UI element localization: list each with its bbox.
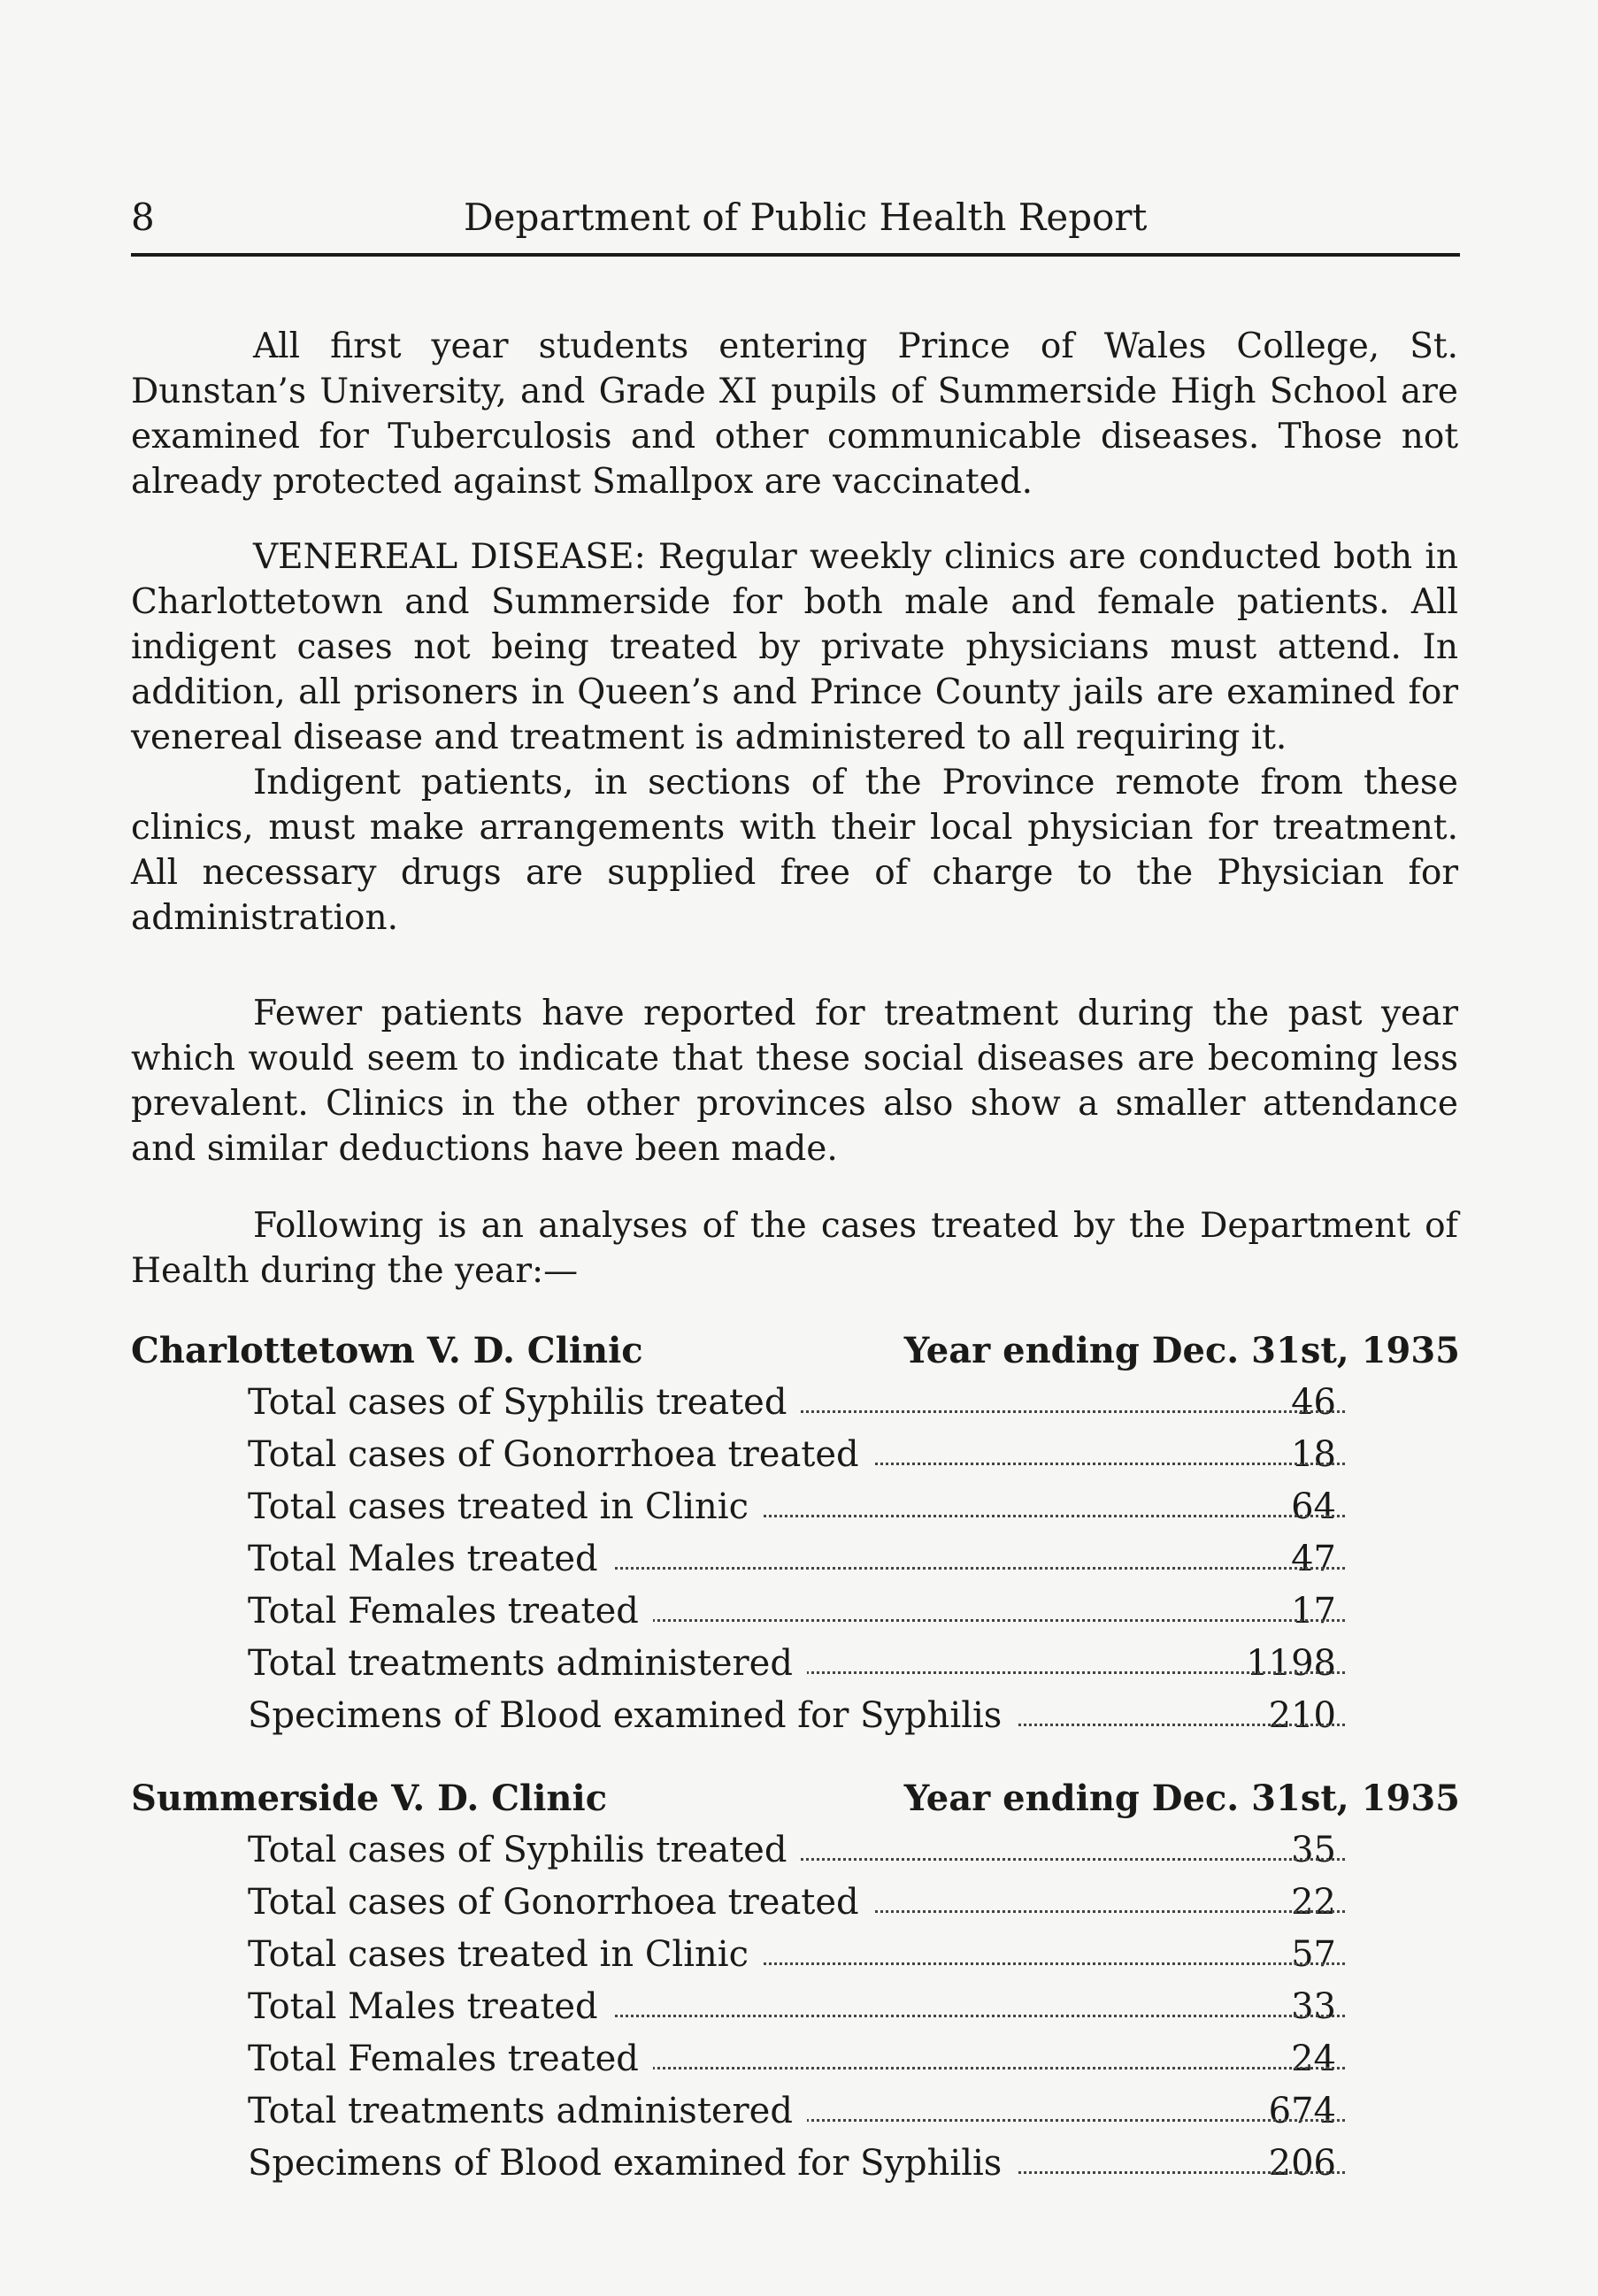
paragraph-text: Following is an analyses of the cases treated by the Department of Health during the year:— — [131, 1206, 1458, 1291]
paragraph-text: Indigent patients, in sections of the Province remote from these clinics, must make arrangements with their local physician for treatment. All necessary drugs are supplied free of charge to the Physician for administration. — [131, 763, 1458, 938]
stat-label: Total cases treated in Clinic — [248, 1481, 763, 1533]
stat-value: 35 — [1291, 1830, 1336, 1870]
stat-label: Total Males treated — [248, 1533, 612, 1586]
paragraph-text: All first year students entering Prince of Wales College, St. Dunstan’s University, and Grade XI pupils of Summerside High School are examined for Tuberculosis and other communicable diseases. Those not already protected against Smallpox are vaccinated. — [131, 326, 1458, 502]
stat-label: Total Females treated — [248, 2033, 653, 2085]
stat-value: 64 — [1291, 1486, 1336, 1527]
stat-value: 46 — [1291, 1382, 1336, 1423]
stat-label: Total cases of Gonorrhoea treated — [248, 1877, 873, 1929]
stat-value: 33 — [1291, 1986, 1336, 2027]
clinic-section-charlottetown — [131, 1325, 1460, 1742]
stat-row — [131, 2033, 1460, 2085]
stat-value: 24 — [1291, 2039, 1336, 2079]
stat-label: Specimens of Blood examined for Syphilis — [248, 1690, 1016, 1742]
stat-row — [131, 2138, 1460, 2190]
stat-row — [131, 1929, 1460, 1981]
stat-value: 22 — [1291, 1882, 1336, 1923]
stat-value: 47 — [1291, 1539, 1336, 1579]
stat-row — [131, 1586, 1460, 1638]
stat-value: 17 — [1291, 1591, 1336, 1632]
stat-label: Total cases treated in Clinic — [248, 1929, 763, 1981]
running-title: Department of Public Health Report — [464, 196, 1148, 239]
stat-row — [131, 2085, 1460, 2138]
stat-row — [131, 1877, 1460, 1929]
clinic-period: Year ending Dec. 31st, 1935 — [903, 1330, 1460, 1371]
clinic-heading — [131, 1773, 1460, 1824]
stat-value: 674 — [1268, 2091, 1336, 2131]
stat-row — [131, 1690, 1460, 1742]
stat-value: 18 — [1291, 1434, 1336, 1475]
stat-value: 57 — [1291, 1934, 1336, 1975]
stat-label: Total cases of Gonorrhoea treated — [248, 1429, 873, 1481]
page-header — [131, 193, 1458, 242]
stat-label: Total treatments administered — [248, 2085, 807, 2138]
clinic-period: Year ending Dec. 31st, 1935 — [903, 1778, 1460, 1819]
paragraph-venereal-disease — [131, 534, 1458, 941]
paragraph-student-exams — [131, 324, 1458, 504]
stat-value: 206 — [1268, 2143, 1336, 2184]
clinic-name: Summerside V. D. Clinic — [131, 1778, 608, 1819]
stat-label: Total cases of Syphilis treated — [248, 1377, 801, 1429]
clinic-heading — [131, 1325, 1460, 1377]
paragraph-analyses-intro — [131, 1203, 1458, 1294]
paragraph-fewer-patients — [131, 991, 1458, 1171]
stat-label: Total Females treated — [248, 1586, 653, 1638]
stat-row — [131, 1981, 1460, 2033]
clinic-section-summerside — [131, 1773, 1460, 2190]
stat-value: 210 — [1268, 1695, 1336, 1736]
stat-value: 1198 — [1246, 1643, 1336, 1684]
paragraph-text: Fewer patients have reported for treatment during the past year which would seem to indicate that these social diseases are becoming less prevalent. Clinics in the other provinces also show a smaller attendance and similar deductions have been made. — [131, 994, 1458, 1169]
stat-row — [131, 1377, 1460, 1429]
stat-row — [131, 1638, 1460, 1690]
stat-label: Specimens of Blood examined for Syphilis — [248, 2138, 1016, 2190]
page-number: 8 — [131, 196, 155, 239]
stat-row — [131, 1429, 1460, 1481]
paragraph-text: VENEREAL DISEASE: Regular weekly clinics are conducted both in Charlottetown and Summerside for both male and female patients. All indigent cases not being treated by private physicians must attend. In addition, all prisoners in Queen’s and Prince County jails are examined for venereal disease and treatment is administered to all requiring it. — [131, 537, 1458, 757]
stat-label: Total treatments administered — [248, 1638, 807, 1690]
stat-label: Total Males treated — [248, 1981, 612, 2033]
stat-row — [131, 1824, 1460, 1877]
stat-row — [131, 1481, 1460, 1533]
header-rule — [131, 253, 1460, 257]
clinic-name: Charlottetown V. D. Clinic — [131, 1330, 643, 1371]
stat-label: Total cases of Syphilis treated — [248, 1824, 801, 1877]
stat-row — [131, 1533, 1460, 1586]
